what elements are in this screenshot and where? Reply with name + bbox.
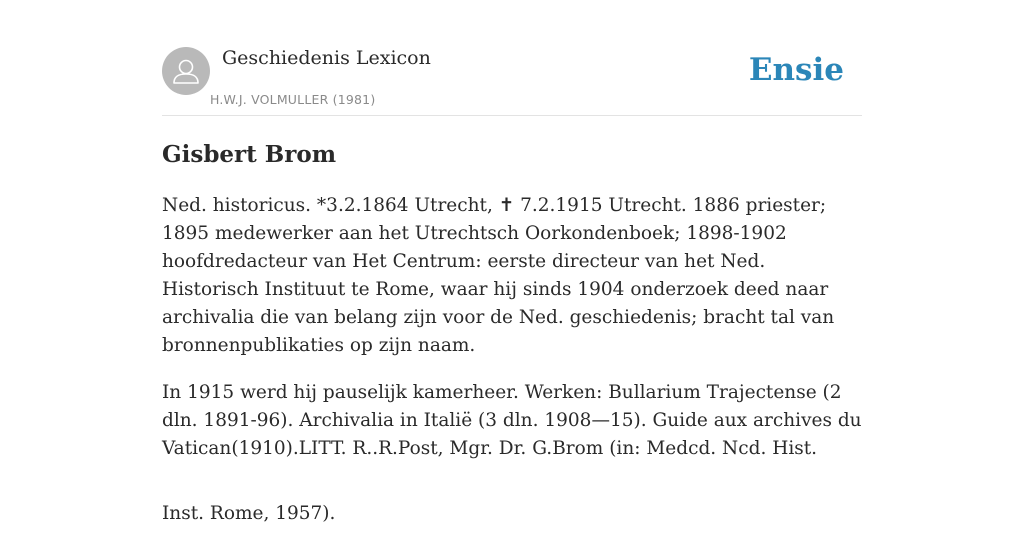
author-credit: H.W.J. VOLMULLER (1981) [210,92,376,107]
user-icon [162,47,210,95]
lexicon-name[interactable]: Geschiedenis Lexicon [222,47,431,69]
article-paragraph: Inst. Rome, 1957). [162,503,336,524]
avatar[interactable] [162,47,210,95]
article-paragraph: Ned. historicus. *3.2.1864 Utrecht, ✝ 7.2.1915 Utrecht. 1886 priester; 1895 medewerker aan het Utrechtsch Oorkondenboek; 1898-1902 hoofdredacteur van Het Centrum: eerste directeur van het Ned. Historisch Instituut te Rome, waar hij sinds 1904 onderzoek deed naar archivalia die van belang zijn voor de Ned. geschiedenis; bracht tal van bronnenpublikaties op zijn naam. [162,195,835,356]
lexicon-header [162,46,862,116]
ensie-logo[interactable]: Ensie [748,52,844,88]
article-title: Gisbert Brom [162,141,337,168]
article-paragraph: In 1915 werd hij pauselijk kamerheer. Werken: Bullarium Trajectense (2 dln. 1891-96). Archivalia in Italië (3 dln. 1908—15). Guide aux archives du Vatican(1910).LITT. R..R.Post, Mgr. Dr. G.Brom (in: Medcd. Ncd. Hist. [162,382,862,459]
article-body [162,192,866,547]
